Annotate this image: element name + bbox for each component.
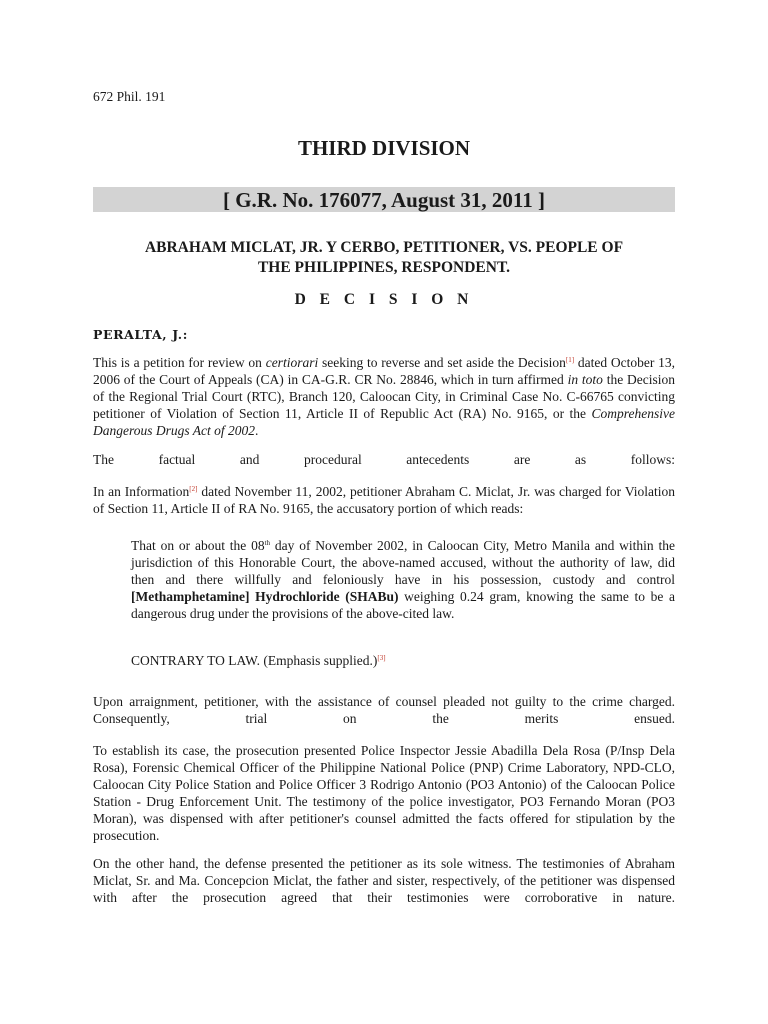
paragraph-2: The factual and procedural antecedents are as follows: (93, 452, 675, 467)
quoted-conclusion: CONTRARY TO LAW. (Emphasis supplied.)[3] (131, 653, 386, 668)
report-citation: 672 Phil. 191 (93, 89, 166, 104)
quoted-information: That on or about the 08th day of November 2002, in Caloocan City, Metro Manila and within the jurisdiction of this Honorable Court, the above-named accused, without the authority of law, did then and there willfully and feloniously have in his possession, custody and control [Methamphetamine] Hydrochloride (SHABu) weighing 0.24 gram, knowing the same to be a dangerous drug under the provisions of the above-cited law. (131, 538, 675, 621)
paragraph-1: This is a petition for review on certiorari seeking to reverse and set aside the Decision[1] dated October 13, 2006 of the Court of Appeals (CA) in CA-G.R. CR No. 28846, which in turn affirmed in toto the Decision of the Regional Trial Court (RTC), Branch 120, Caloocan City, in Criminal Case No. C-66765 convicting petitioner of Violation of Section 11, Article II of Republic Act (RA) No. 9165, or the Comprehensive Dangerous Drugs Act of 2002. (93, 355, 676, 438)
footnote-link-1[interactable]: [1] (565, 356, 575, 364)
paragraph-4: Upon arraignment, petitioner, with the assistance of counsel pleaded not guilty to the crime charged. Consequently, trial on the merits ensued. (93, 694, 675, 726)
ponente: PERALTA, J.: (93, 327, 188, 342)
case-parties-line-2: THE PHILIPPINES, RESPONDENT. (257, 259, 511, 276)
case-parties-line-1: ABRAHAM MICLAT, JR. Y CERBO, PETITIONER, VS. PEOPLE OF (144, 239, 624, 256)
footnote-link-3[interactable]: [3] (377, 654, 386, 662)
case-parties (93, 238, 675, 278)
paragraph-3: In an Information[2] dated November 11, 2002, petitioner Abraham C. Miclat, Jr. was charged for Violation of Section 11, Article II of RA No. 9165, the accusatory portion of which reads: (93, 484, 675, 516)
decision-heading: D E C I S I O N (294, 291, 474, 308)
division-heading: THIRD DIVISION (297, 136, 471, 160)
paragraph-6: On the other hand, the defense presented the petitioner as its sole witness. The testimonies of Abraham Miclat, Sr. and Ma. Concepcion Miclat, the father and sister, respectively, of the petitioner was dispensed with after the prosecution agreed that their testimonies were corroborative in nature. (93, 856, 675, 905)
case-number: [ G.R. No. 176077, August 31, 2011 ] (222, 188, 546, 212)
footnote-link-2[interactable]: [2] (189, 485, 198, 493)
paragraph-5: To establish its case, the prosecution presented Police Inspector Jessie Abadilla Dela Rosa (P/Insp Dela Rosa), Forensic Chemical Officer of the Philippine National Police (PNP) Crime Laboratory, NPD-CLO, Caloocan City Police Station and Police Officer 3 Rodrigo Antonio (PO3 Antonio) of the Caloocan Police Station - Drug Enforcement Unit. The testimony of the police investigator, PO3 Fernando Moran (PO3 Moran), was dispensed with after petitioner's counsel admitted the facts offered for stipulation by the prosecution. (93, 743, 675, 843)
